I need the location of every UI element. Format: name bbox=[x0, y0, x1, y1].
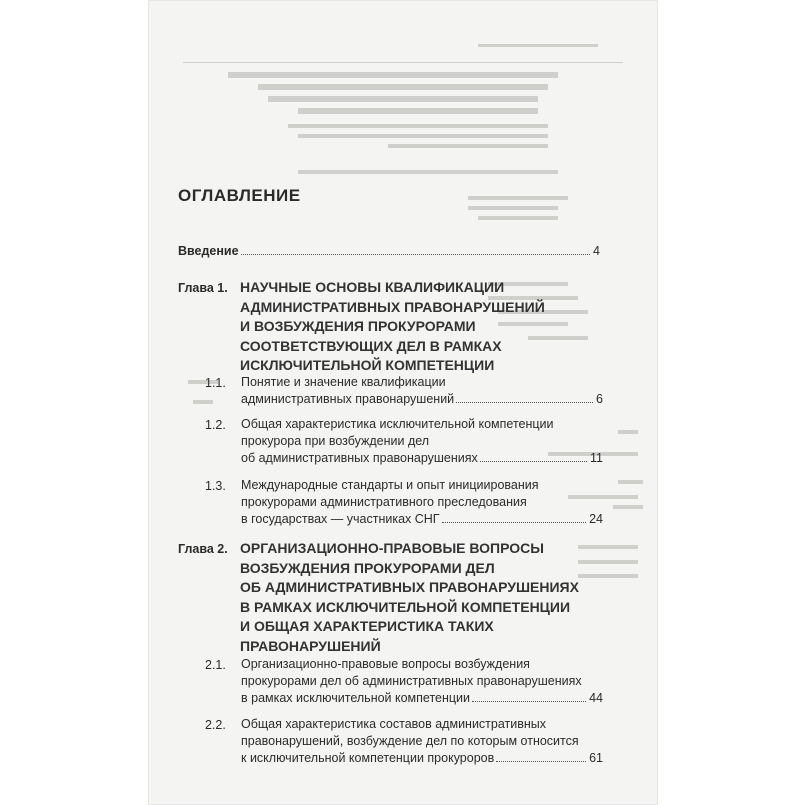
book-page bbox=[148, 0, 658, 805]
chapter-title-line: ОРГАНИЗАЦИОННО-ПРАВОВЫЕ ВОПРОСЫ bbox=[240, 540, 544, 556]
page-number: 11 bbox=[590, 451, 603, 465]
section-title-line: к исключительной компетенции прокуроров bbox=[241, 751, 495, 765]
page-number: 44 bbox=[589, 691, 603, 705]
section-title-line: об административных правонарушениях bbox=[241, 451, 478, 465]
toc-entry-label: Введение bbox=[178, 244, 239, 258]
section-number: 2.1. bbox=[205, 658, 226, 672]
toc-entry-intro[interactable] bbox=[178, 244, 600, 258]
section-number: 2.2. bbox=[205, 718, 226, 732]
chapter-title-line: АДМИНИСТРАТИВНЫХ ПРАВОНАРУШЕНИЙ bbox=[240, 298, 545, 315]
section-title-line: Общая характеристика составов административных bbox=[241, 717, 547, 731]
chapter-title[interactable] bbox=[240, 539, 579, 656]
chapter-title-line: СООТВЕТСТВУЮЩИХ ДЕЛ В РАМКАХ bbox=[240, 337, 502, 354]
leader-dots bbox=[472, 700, 586, 702]
chapter-title-line: И ВОЗБУЖДЕНИЯ ПРОКУРОРАМИ bbox=[240, 318, 476, 334]
section-number: 1.1. bbox=[205, 376, 226, 390]
chapter-title-line: ПРАВОНАРУШЕНИЙ bbox=[240, 637, 381, 654]
page-number: 4 bbox=[593, 244, 600, 258]
toc-entry-1-1[interactable] bbox=[241, 374, 603, 408]
toc-entry-1-3[interactable] bbox=[241, 477, 603, 528]
leader-dots bbox=[496, 760, 586, 762]
table-of-contents bbox=[148, 0, 658, 805]
leader-dots bbox=[241, 253, 590, 255]
toc-entry-2-2[interactable] bbox=[241, 716, 603, 767]
section-title-line: Общая характеристика исключительной компетенции bbox=[241, 417, 554, 431]
section-title-line: Понятие и значение квалификации bbox=[241, 375, 446, 389]
toc-heading: ОГЛАВЛЕНИЕ bbox=[178, 186, 301, 205]
section-title-line: административных правонарушений bbox=[241, 392, 455, 406]
page-number: 6 bbox=[596, 392, 603, 406]
section-title-line: правонарушений, возбуждение дел по которым относится bbox=[241, 734, 579, 748]
section-title-line: прокурора при возбуждении дел bbox=[241, 434, 430, 448]
toc-entry-1-2[interactable] bbox=[241, 416, 603, 467]
leader-dots bbox=[480, 460, 587, 462]
chapter-title-line: В РАМКАХ ИСКЛЮЧИТЕЛЬНОЙ КОМПЕТЕНЦИИ bbox=[240, 598, 571, 615]
chapter-title-line: ОБ АДМИНИСТРАТИВНЫХ ПРАВОНАРУШЕНИЯХ bbox=[240, 579, 579, 595]
section-title-line: прокурорами дел об административных правонарушениях bbox=[241, 674, 582, 688]
chapter-label: Глава 1. bbox=[178, 281, 228, 295]
toc-entry-2-1[interactable] bbox=[241, 656, 603, 707]
section-title-line: Международные стандарты и опыт инициирования bbox=[241, 478, 539, 492]
chapter-title-line: ИСКЛЮЧИТЕЛЬНОЙ КОМПЕТЕНЦИИ bbox=[240, 357, 495, 373]
section-title-line: в рамках исключительной компетенции bbox=[241, 691, 471, 705]
page-number: 24 bbox=[589, 512, 603, 526]
chapter-title-line: НАУЧНЫЕ ОСНОВЫ КВАЛИФИКАЦИИ bbox=[240, 279, 505, 295]
chapter-title-line: ВОЗБУЖДЕНИЯ ПРОКУРОРАМИ ДЕЛ bbox=[240, 559, 495, 576]
section-title-line: в государствах — участниках СНГ bbox=[241, 512, 440, 526]
chapter-title[interactable] bbox=[240, 278, 545, 376]
leader-dots bbox=[456, 401, 593, 403]
leader-dots bbox=[442, 521, 587, 523]
page-number: 61 bbox=[589, 751, 603, 765]
section-title-line: Организационно-правовые вопросы возбуждения bbox=[241, 657, 530, 671]
chapter-title-line: И ОБЩАЯ ХАРАКТЕРИСТИКА ТАКИХ bbox=[240, 618, 494, 634]
section-number: 1.2. bbox=[205, 418, 226, 432]
section-number: 1.3. bbox=[205, 479, 226, 493]
section-title-line: прокурорами административного преследования bbox=[241, 495, 527, 509]
chapter-label: Глава 2. bbox=[178, 542, 228, 556]
